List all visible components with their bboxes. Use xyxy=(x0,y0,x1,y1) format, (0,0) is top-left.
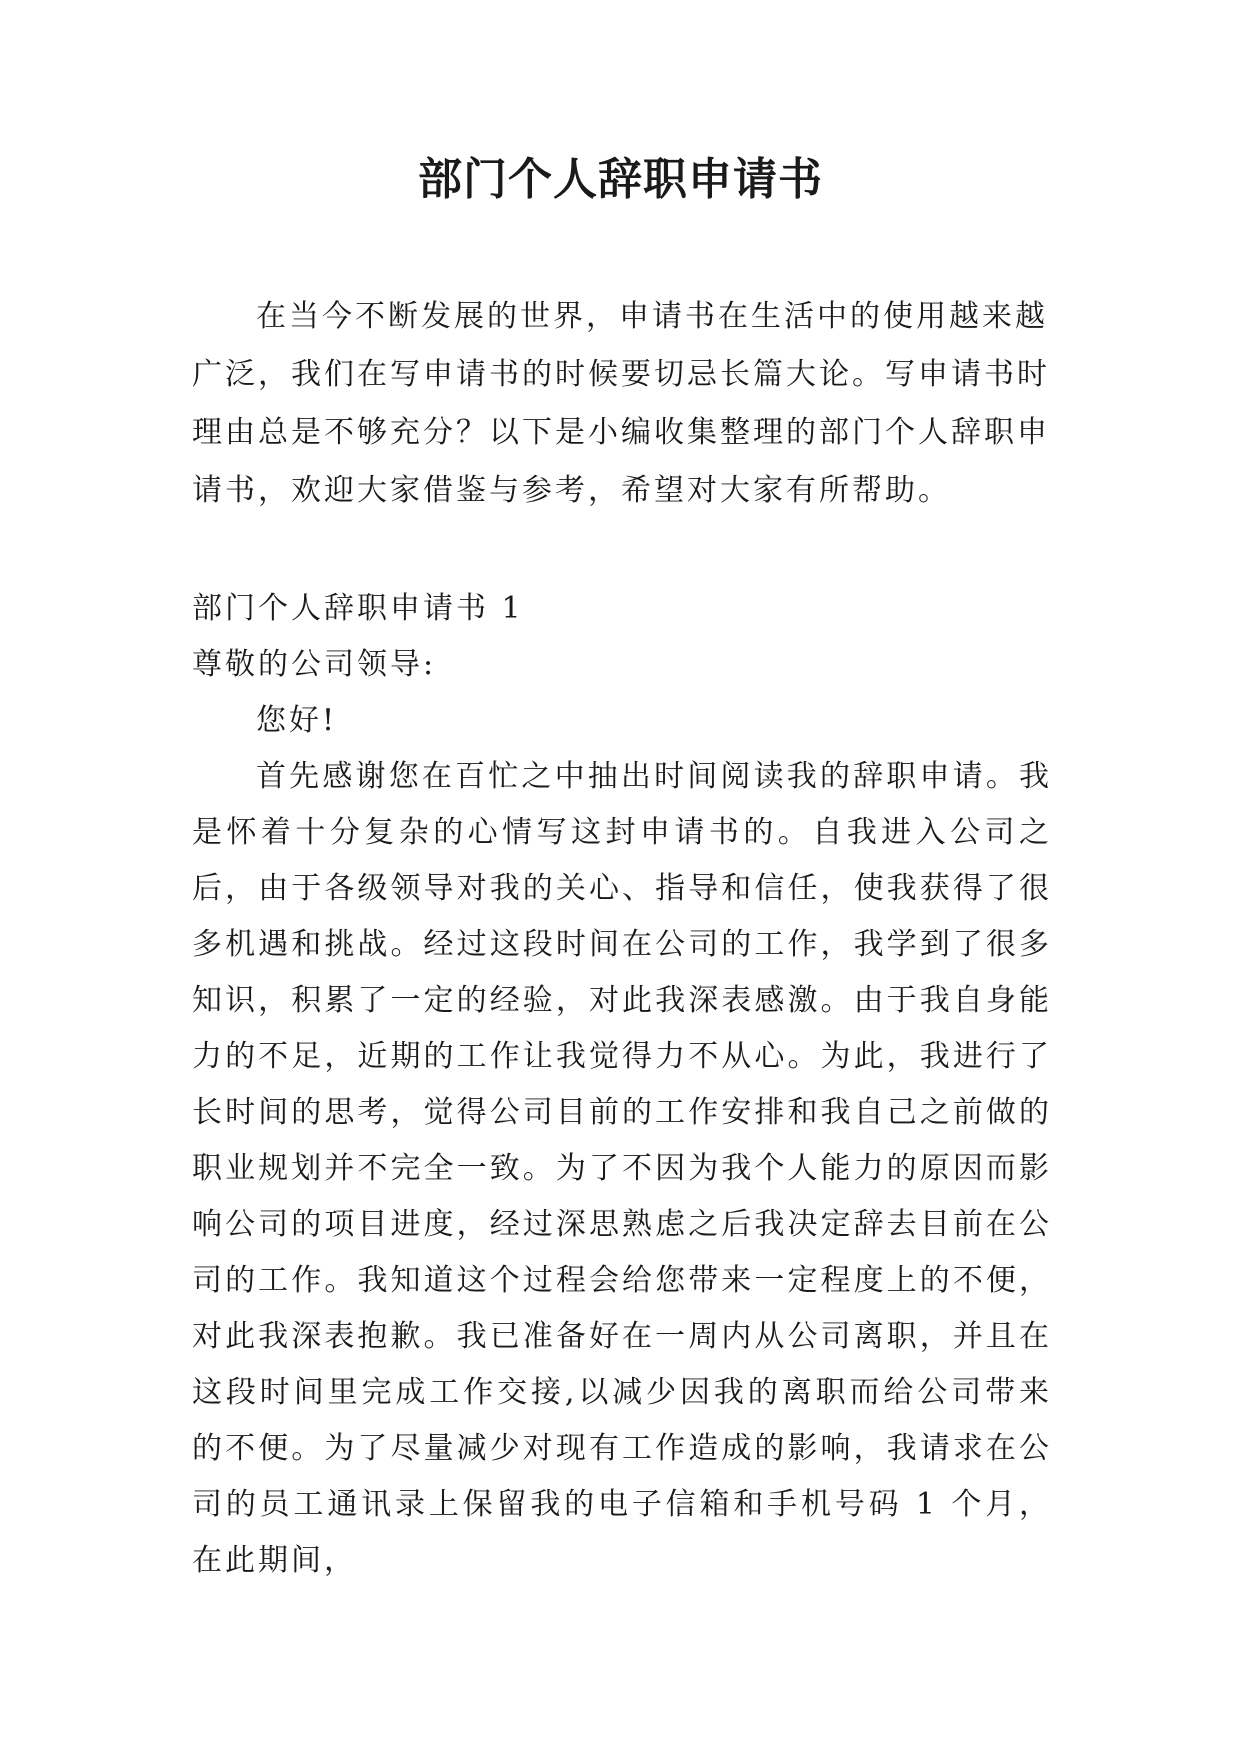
section-heading: 部门个人辞职申请书 1 xyxy=(192,591,524,626)
document-title: 部门个人辞职申请书 xyxy=(418,154,823,205)
salutation: 尊敬的公司领导: xyxy=(192,647,437,682)
intro-paragraph: 在当今不断发展的世界，申请书在生活中的使用越来越广泛，我们在写申请书的时候要切忌长篇大论。写申请书时理由总是不够充分？以下是小编收集整理的部门个人辞职申请书，欢迎大家借鉴与参考，希望对大家有所帮助。 xyxy=(192,299,1050,508)
greeting: 您好! xyxy=(256,703,338,738)
letter-body-paragraph: 首先感谢您在百忙之中抽出时间阅读我的辞职申请。我是怀着十分复杂的心情写这封申请书的。自我进入公司之后，由于各级领导对我的关心、指导和信任，使我获得了很多机遇和挑战。经过这段时间在公司的工作，我学到了很多知识，积累了一定的经验，对此我深表感激。由于我自身能力的不足，近期的工作让我觉得力不从心。为此，我进行了长时间的思考，觉得公司目前的工作安排和我自己之前做的职业规划并不完全一致。为了不因为我个人能力的原因而影响公司的项目进度，经过深思熟虑之后我决定辞去目前在公司的工作。我知道这个过程会给您带来一定程度上的不便，对此我深表抱歉。我已准备好在一周内从公司离职，并且在这段时间里完成工作交接,以减少因我的离职而给公司带来的不便。为了尽量减少对现有工作造成的影响，我请求在公司的员工通讯录上保留我的电子信箱和手机号码 1 个月，在此期间， xyxy=(192,759,1052,1578)
letter-section xyxy=(192,581,1052,1589)
